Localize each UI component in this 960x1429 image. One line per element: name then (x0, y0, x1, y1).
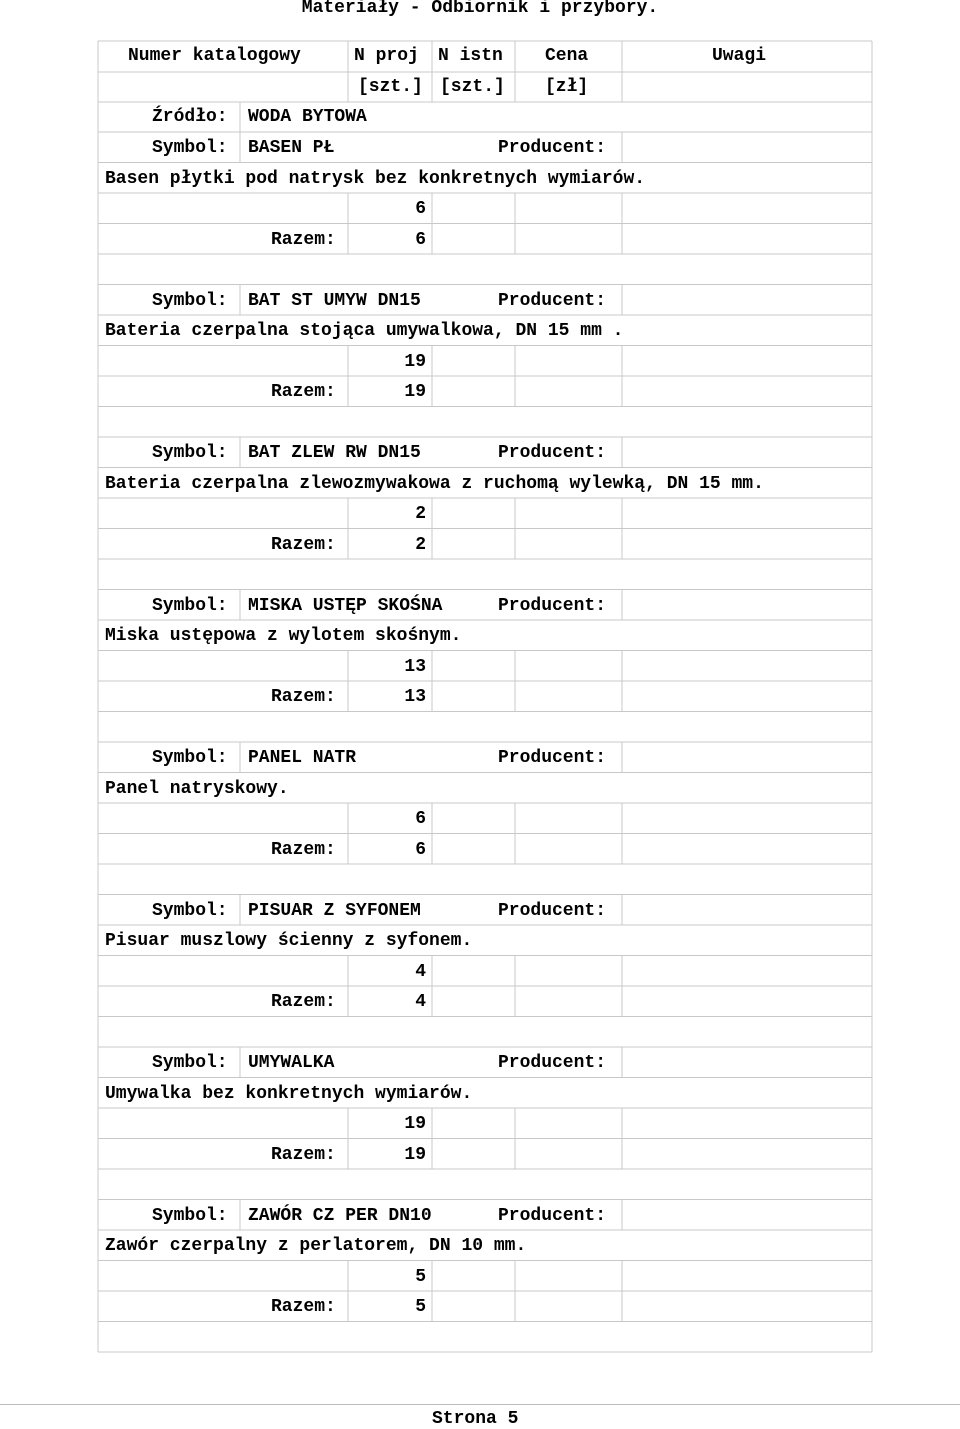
item-description: Miska ustępowa z wylotem skośnym. (105, 626, 462, 646)
item-symbol: ZAWÓR CZ PER DN10 (248, 1205, 432, 1226)
total-label: Razem: (271, 229, 336, 250)
page-number: Strona 5 (432, 1409, 519, 1429)
item-description: Panel natryskowy. (105, 778, 289, 799)
producer-label: Producent: (498, 595, 607, 616)
total-label: Razem: (271, 382, 336, 402)
item-symbol: BAT ZLEW RW DN15 (248, 443, 421, 463)
header-catalog: Numer katalogowy (128, 46, 301, 66)
item-qty: 13 (404, 656, 426, 677)
source-label: Źródło: (152, 107, 228, 127)
item-symbol: BASEN PŁ (248, 138, 335, 158)
item-total: 19 (404, 1144, 426, 1165)
item-description: Basen płytki pod natrysk bez konkretnych wymiarów. (105, 168, 646, 189)
producer-label: Producent: (498, 1053, 607, 1073)
symbol-label: Symbol: (152, 443, 228, 463)
header-price: Cena (545, 46, 589, 66)
producer-label: Producent: (498, 748, 607, 768)
item-description: Bateria czerpalna zlewozmywakowa z ruchomą wylewką, DN 15 mm. (105, 473, 764, 494)
item-qty: 6 (415, 199, 426, 219)
item-qty: 6 (415, 809, 426, 829)
item-total: 2 (415, 534, 426, 555)
symbol-label: Symbol: (152, 595, 228, 616)
item-total: 13 (404, 687, 426, 707)
producer-label: Producent: (498, 138, 607, 158)
total-label: Razem: (271, 839, 336, 860)
item-symbol: BAT ST UMYW DN15 (248, 290, 421, 311)
item-qty: 2 (415, 504, 426, 524)
symbol-label: Symbol: (152, 900, 228, 921)
header-notes: Uwagi (712, 46, 767, 66)
symbol-label: Symbol: (152, 1053, 228, 1073)
total-label: Razem: (271, 534, 336, 555)
header-unit-istn: [szt.] (440, 77, 505, 97)
item-total: 19 (404, 382, 426, 402)
item-symbol: PISUAR Z SYFONEM (248, 900, 421, 921)
item-total: 6 (415, 839, 426, 860)
header-unit-proj: [szt.] (358, 77, 423, 97)
source-value: WODA BYTOWA (248, 107, 367, 127)
symbol-label: Symbol: (152, 290, 228, 311)
symbol-label: Symbol: (152, 138, 228, 158)
item-symbol: MISKA USTĘP SKOŚNA (248, 595, 443, 616)
producer-label: Producent: (498, 1205, 607, 1226)
header-unit-price: [zł] (545, 77, 589, 97)
item-qty: 19 (404, 1114, 426, 1134)
item-symbol: PANEL NATR (248, 748, 357, 768)
footer-divider (0, 1404, 960, 1405)
item-qty: 5 (415, 1266, 426, 1287)
item-qty: 4 (415, 961, 426, 982)
page-title: Materiały - Odbiornik i przybory. (301, 0, 659, 18)
item-total: 6 (415, 229, 426, 250)
total-label: Razem: (271, 1144, 336, 1165)
item-qty: 19 (404, 351, 426, 372)
header-nistn: N istn (438, 46, 503, 66)
item-symbol: UMYWALKA (248, 1053, 335, 1073)
total-label: Razem: (271, 1297, 336, 1317)
producer-label: Producent: (498, 290, 607, 311)
item-description: Zawór czerpalny z perlatorem, DN 10 mm. (105, 1236, 527, 1256)
total-label: Razem: (271, 992, 336, 1012)
item-description: Umywalka bez konkretnych wymiarów. (105, 1083, 473, 1104)
producer-label: Producent: (498, 443, 607, 463)
item-description: Bateria czerpalna stojąca umywalkowa, DN 15 mm . (105, 321, 624, 341)
item-description: Pisuar muszlowy ścienny z syfonem. (105, 931, 473, 951)
item-total: 5 (415, 1297, 426, 1317)
symbol-label: Symbol: (152, 748, 228, 768)
item-total: 4 (415, 992, 426, 1012)
header-nproj: N proj (354, 46, 419, 66)
total-label: Razem: (271, 687, 336, 707)
producer-label: Producent: (498, 900, 607, 921)
symbol-label: Symbol: (152, 1205, 228, 1226)
